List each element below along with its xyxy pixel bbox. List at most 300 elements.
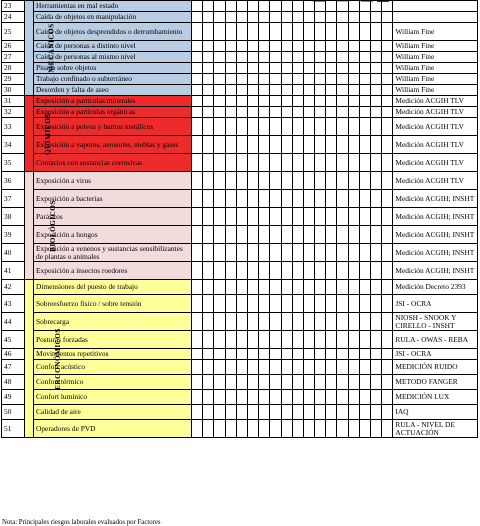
evaluation-cell xyxy=(326,154,337,172)
evaluation-cell xyxy=(270,96,281,107)
evaluation-cell xyxy=(192,12,203,23)
evaluation-cell xyxy=(247,172,258,190)
evaluation-cell xyxy=(203,41,214,52)
evaluation-cell xyxy=(292,154,303,172)
evaluation-cell xyxy=(247,96,258,107)
evaluation-cell xyxy=(259,107,270,118)
evaluation-cell xyxy=(192,244,203,262)
evaluation-cell xyxy=(270,172,281,190)
evaluation-cell xyxy=(192,405,203,420)
evaluation-cell xyxy=(214,63,225,74)
table-row xyxy=(2,85,478,96)
evaluation-cell xyxy=(337,23,348,41)
evaluation-cell xyxy=(337,41,348,52)
evaluation-cell xyxy=(359,190,370,208)
evaluation-cell xyxy=(371,107,382,118)
evaluation-cell xyxy=(371,1,382,12)
risk-description: Calidad de aire xyxy=(34,405,192,420)
evaluation-method: Medición ACGIH TLV xyxy=(393,118,478,136)
evaluation-cell xyxy=(315,52,326,63)
evaluation-cell xyxy=(315,349,326,360)
evaluation-cell xyxy=(236,154,247,172)
evaluation-cell xyxy=(315,226,326,244)
evaluation-cell xyxy=(303,331,314,349)
evaluation-cell xyxy=(348,420,359,438)
evaluation-cell xyxy=(382,313,393,331)
evaluation-cell xyxy=(236,349,247,360)
evaluation-cell xyxy=(214,420,225,438)
evaluation-cell xyxy=(326,313,337,331)
evaluation-cell xyxy=(247,136,258,154)
evaluation-cell xyxy=(259,295,270,313)
evaluation-cell xyxy=(337,420,348,438)
evaluation-cell xyxy=(203,136,214,154)
table-row xyxy=(2,74,478,85)
evaluation-cell xyxy=(236,405,247,420)
evaluation-method: William Fine xyxy=(393,52,478,63)
evaluation-cell xyxy=(315,12,326,23)
evaluation-cell xyxy=(270,331,281,349)
evaluation-cell xyxy=(303,280,314,295)
evaluation-cell xyxy=(326,280,337,295)
evaluation-cell xyxy=(281,136,292,154)
evaluation-cell xyxy=(337,331,348,349)
evaluation-cell xyxy=(382,244,393,262)
evaluation-cell xyxy=(225,12,236,23)
evaluation-cell xyxy=(337,390,348,405)
risk-description: Operadores de PVD xyxy=(34,420,192,438)
evaluation-cell xyxy=(292,295,303,313)
evaluation-cell xyxy=(326,360,337,375)
evaluation-cell xyxy=(371,360,382,375)
evaluation-cell xyxy=(203,280,214,295)
evaluation-cell xyxy=(236,420,247,438)
evaluation-cell xyxy=(292,331,303,349)
evaluation-cell xyxy=(337,208,348,226)
evaluation-cell xyxy=(270,280,281,295)
evaluation-cell xyxy=(247,360,258,375)
evaluation-cell xyxy=(371,96,382,107)
evaluation-cell xyxy=(348,96,359,107)
evaluation-cell xyxy=(247,375,258,390)
evaluation-cell xyxy=(192,23,203,41)
evaluation-cell xyxy=(382,118,393,136)
evaluation-cell xyxy=(359,420,370,438)
evaluation-cell xyxy=(348,118,359,136)
evaluation-cell xyxy=(259,96,270,107)
evaluation-cell xyxy=(292,405,303,420)
evaluation-cell xyxy=(281,208,292,226)
evaluation-cell xyxy=(270,63,281,74)
evaluation-cell xyxy=(236,23,247,41)
evaluation-cell xyxy=(281,154,292,172)
evaluation-cell xyxy=(236,63,247,74)
evaluation-cell xyxy=(348,226,359,244)
evaluation-cell xyxy=(315,107,326,118)
evaluation-cell xyxy=(192,226,203,244)
evaluation-cell xyxy=(270,405,281,420)
evaluation-cell xyxy=(359,226,370,244)
evaluation-cell xyxy=(281,172,292,190)
risk-description: Exposición a partículas minerales xyxy=(34,96,192,107)
evaluation-cell xyxy=(337,118,348,136)
evaluation-cell xyxy=(292,226,303,244)
evaluation-cell xyxy=(247,107,258,118)
evaluation-cell xyxy=(303,136,314,154)
evaluation-cell xyxy=(281,420,292,438)
evaluation-cell xyxy=(192,136,203,154)
risk-description: Dimensiones del puesto de trabajo xyxy=(34,280,192,295)
evaluation-cell xyxy=(214,23,225,41)
evaluation-cell xyxy=(371,420,382,438)
evaluation-cell xyxy=(247,280,258,295)
risk-description: Caída de objetos desprendidos o derrumbamiento xyxy=(34,23,192,41)
evaluation-cell xyxy=(371,226,382,244)
evaluation-cell xyxy=(214,349,225,360)
row-number: 38 xyxy=(2,208,25,226)
evaluation-cell xyxy=(214,74,225,85)
evaluation-method xyxy=(393,1,478,12)
evaluation-cell xyxy=(247,208,258,226)
evaluation-cell xyxy=(192,63,203,74)
evaluation-cell xyxy=(247,41,258,52)
risk-description: Exposición a hongos xyxy=(34,226,192,244)
evaluation-cell xyxy=(270,136,281,154)
evaluation-cell xyxy=(382,41,393,52)
evaluation-cell xyxy=(247,349,258,360)
evaluation-cell xyxy=(203,405,214,420)
risk-description: Exposición a polvos y humos metálicos xyxy=(34,118,192,136)
evaluation-cell xyxy=(348,85,359,96)
evaluation-cell xyxy=(192,295,203,313)
evaluation-cell xyxy=(337,12,348,23)
evaluation-cell xyxy=(247,244,258,262)
evaluation-cell xyxy=(326,420,337,438)
evaluation-cell xyxy=(303,190,314,208)
evaluation-method: Medición ACGIH TLV xyxy=(393,107,478,118)
evaluation-cell xyxy=(359,96,370,107)
evaluation-cell xyxy=(247,85,258,96)
evaluation-cell xyxy=(326,118,337,136)
evaluation-cell xyxy=(348,331,359,349)
evaluation-cell xyxy=(236,172,247,190)
evaluation-cell xyxy=(315,74,326,85)
evaluation-cell xyxy=(359,208,370,226)
evaluation-cell xyxy=(247,52,258,63)
evaluation-cell xyxy=(225,63,236,74)
evaluation-cell xyxy=(382,262,393,280)
table-row xyxy=(2,295,478,313)
evaluation-cell xyxy=(292,313,303,331)
category-quimicos xyxy=(25,96,52,172)
evaluation-cell xyxy=(326,295,337,313)
evaluation-cell xyxy=(303,420,314,438)
evaluation-cell xyxy=(247,295,258,313)
evaluation-cell xyxy=(303,405,314,420)
table-row xyxy=(2,190,478,208)
evaluation-cell xyxy=(371,244,382,262)
evaluation-method: Medición ACGIH TLV xyxy=(393,172,478,190)
evaluation-cell xyxy=(371,63,382,74)
evaluation-cell xyxy=(281,52,292,63)
row-number: 41 xyxy=(2,262,25,280)
row-number: 31 xyxy=(2,96,25,107)
evaluation-cell xyxy=(236,208,247,226)
evaluation-cell xyxy=(359,154,370,172)
evaluation-cell xyxy=(371,74,382,85)
evaluation-cell xyxy=(359,172,370,190)
evaluation-cell xyxy=(236,190,247,208)
evaluation-cell xyxy=(348,190,359,208)
table-row xyxy=(2,23,478,41)
evaluation-cell xyxy=(292,74,303,85)
evaluation-cell xyxy=(382,405,393,420)
table-row xyxy=(2,172,478,190)
evaluation-cell xyxy=(281,295,292,313)
evaluation-method: William Fine xyxy=(393,23,478,41)
evaluation-cell xyxy=(214,313,225,331)
evaluation-cell xyxy=(214,41,225,52)
evaluation-cell xyxy=(303,107,314,118)
evaluation-cell xyxy=(203,349,214,360)
evaluation-cell xyxy=(348,41,359,52)
evaluation-cell xyxy=(348,390,359,405)
evaluation-cell xyxy=(359,349,370,360)
evaluation-cell xyxy=(225,420,236,438)
row-number: 40 xyxy=(2,244,25,262)
evaluation-cell xyxy=(371,295,382,313)
evaluation-cell xyxy=(371,280,382,295)
evaluation-cell xyxy=(225,118,236,136)
evaluation-cell xyxy=(214,331,225,349)
row-number: 48 xyxy=(2,375,25,390)
evaluation-cell xyxy=(214,280,225,295)
evaluation-cell xyxy=(225,280,236,295)
evaluation-cell xyxy=(236,85,247,96)
row-number: 28 xyxy=(2,63,25,74)
evaluation-cell xyxy=(337,74,348,85)
evaluation-cell xyxy=(315,154,326,172)
evaluation-cell xyxy=(259,280,270,295)
evaluation-cell xyxy=(192,349,203,360)
evaluation-cell xyxy=(359,23,370,41)
evaluation-cell xyxy=(326,226,337,244)
evaluation-cell xyxy=(247,405,258,420)
evaluation-cell xyxy=(303,12,314,23)
row-number: 51 xyxy=(2,420,25,438)
evaluation-cell xyxy=(259,375,270,390)
table-row xyxy=(2,262,478,280)
evaluation-cell xyxy=(303,41,314,52)
risk-description: Caída de personas al mismo nivel xyxy=(34,52,192,63)
evaluation-cell xyxy=(348,107,359,118)
evaluation-method xyxy=(393,12,478,23)
evaluation-cell xyxy=(303,74,314,85)
evaluation-cell xyxy=(259,1,270,12)
evaluation-method: NIOSH - SNOOK Y CIRELLO - INSHT xyxy=(393,313,478,331)
evaluation-cell xyxy=(281,375,292,390)
evaluation-cell xyxy=(281,63,292,74)
evaluation-method: William Fine xyxy=(393,63,478,74)
evaluation-method: METODO FANGER xyxy=(393,375,478,390)
evaluation-method: MEDICIÓN LUX xyxy=(393,390,478,405)
evaluation-cell xyxy=(214,172,225,190)
evaluation-cell xyxy=(315,313,326,331)
evaluation-cell xyxy=(292,190,303,208)
row-number: 50 xyxy=(2,405,25,420)
evaluation-cell xyxy=(303,208,314,226)
risk-description: Pisada sobre objetos xyxy=(34,63,192,74)
evaluation-cell xyxy=(247,226,258,244)
evaluation-cell xyxy=(281,1,292,12)
evaluation-cell xyxy=(326,107,337,118)
evaluation-cell xyxy=(382,390,393,405)
evaluation-cell xyxy=(315,331,326,349)
evaluation-cell xyxy=(259,208,270,226)
evaluation-cell xyxy=(270,118,281,136)
evaluation-cell xyxy=(270,244,281,262)
evaluation-method: William Fine xyxy=(393,85,478,96)
evaluation-cell xyxy=(326,85,337,96)
evaluation-cell xyxy=(382,12,393,23)
evaluation-cell xyxy=(214,85,225,96)
evaluation-cell xyxy=(281,313,292,331)
evaluation-cell xyxy=(225,136,236,154)
evaluation-method: Medición ACGIH TLV xyxy=(393,96,478,107)
evaluation-cell xyxy=(236,313,247,331)
evaluation-cell xyxy=(359,85,370,96)
evaluation-cell xyxy=(247,118,258,136)
evaluation-cell xyxy=(192,331,203,349)
evaluation-cell xyxy=(259,420,270,438)
evaluation-cell xyxy=(348,295,359,313)
evaluation-cell xyxy=(292,420,303,438)
table-row xyxy=(2,107,478,118)
evaluation-cell xyxy=(337,85,348,96)
evaluation-cell xyxy=(259,136,270,154)
evaluation-cell xyxy=(303,63,314,74)
evaluation-method: Medición Decreto 2393 xyxy=(393,280,478,295)
evaluation-cell xyxy=(315,1,326,12)
evaluation-cell xyxy=(192,360,203,375)
evaluation-cell xyxy=(259,85,270,96)
evaluation-cell xyxy=(315,295,326,313)
evaluation-cell xyxy=(315,23,326,41)
evaluation-cell xyxy=(214,226,225,244)
table-row xyxy=(2,375,478,390)
evaluation-cell xyxy=(192,85,203,96)
row-number: 30 xyxy=(2,85,25,96)
evaluation-cell xyxy=(348,23,359,41)
evaluation-method: JSI - OCRA xyxy=(393,295,478,313)
evaluation-cell xyxy=(382,295,393,313)
evaluation-cell xyxy=(292,52,303,63)
evaluation-cell xyxy=(270,74,281,85)
evaluation-cell xyxy=(259,349,270,360)
evaluation-cell xyxy=(270,375,281,390)
risk-description: Trabajo confinado o subterráneo xyxy=(34,74,192,85)
risk-description: Parásitos xyxy=(34,208,192,226)
evaluation-cell xyxy=(326,74,337,85)
evaluation-method: Medición ACGIH; INSHT xyxy=(393,226,478,244)
evaluation-method: RULA - OWAS - REBA xyxy=(393,331,478,349)
evaluation-cell xyxy=(203,52,214,63)
table-row xyxy=(2,136,478,154)
evaluation-cell xyxy=(259,190,270,208)
evaluation-cell xyxy=(247,190,258,208)
evaluation-cell xyxy=(192,420,203,438)
evaluation-cell xyxy=(371,12,382,23)
evaluation-cell xyxy=(371,41,382,52)
evaluation-cell xyxy=(326,244,337,262)
evaluation-cell xyxy=(270,295,281,313)
evaluation-cell xyxy=(371,208,382,226)
category-label: ERGONÓMICOS xyxy=(53,327,62,390)
evaluation-cell xyxy=(315,244,326,262)
evaluation-cell xyxy=(348,208,359,226)
evaluation-cell xyxy=(348,313,359,331)
evaluation-cell xyxy=(326,23,337,41)
table-row xyxy=(2,313,478,331)
evaluation-cell xyxy=(225,262,236,280)
evaluation-cell xyxy=(315,262,326,280)
evaluation-cell xyxy=(270,85,281,96)
evaluation-cell xyxy=(259,74,270,85)
evaluation-cell xyxy=(315,375,326,390)
evaluation-cell xyxy=(382,172,393,190)
evaluation-cell xyxy=(203,118,214,136)
risk-description: Exposición a vapores, aerosoles, nieblas y gases xyxy=(34,136,192,154)
evaluation-cell xyxy=(337,96,348,107)
evaluation-cell xyxy=(337,107,348,118)
evaluation-method: RULA - NIVEL DE ACTUACIÓN xyxy=(393,420,478,438)
evaluation-cell xyxy=(326,136,337,154)
evaluation-cell xyxy=(225,375,236,390)
evaluation-method: William Fine xyxy=(393,74,478,85)
evaluation-cell xyxy=(382,74,393,85)
evaluation-method: Medición ACGIH; INSHT xyxy=(393,244,478,262)
evaluation-cell xyxy=(359,118,370,136)
evaluation-cell xyxy=(259,390,270,405)
evaluation-cell xyxy=(337,262,348,280)
risk-description: Posturas forzadas xyxy=(34,331,192,349)
row-number: 32 xyxy=(2,107,25,118)
evaluation-cell xyxy=(315,96,326,107)
evaluation-cell xyxy=(303,349,314,360)
evaluation-cell xyxy=(281,41,292,52)
evaluation-cell xyxy=(359,107,370,118)
evaluation-cell xyxy=(315,85,326,96)
risk-description: Confort acústico xyxy=(34,360,192,375)
evaluation-cell xyxy=(326,63,337,74)
evaluation-method: IAQ xyxy=(393,405,478,420)
evaluation-cell xyxy=(203,96,214,107)
evaluation-cell xyxy=(348,349,359,360)
evaluation-cell xyxy=(292,85,303,96)
evaluation-cell xyxy=(281,349,292,360)
evaluation-cell xyxy=(281,405,292,420)
evaluation-cell xyxy=(236,1,247,12)
evaluation-cell xyxy=(225,313,236,331)
evaluation-cell xyxy=(337,244,348,262)
evaluation-cell xyxy=(236,295,247,313)
evaluation-cell xyxy=(270,154,281,172)
evaluation-cell xyxy=(315,172,326,190)
evaluation-cell xyxy=(236,244,247,262)
evaluation-cell xyxy=(270,360,281,375)
evaluation-cell xyxy=(326,172,337,190)
evaluation-cell xyxy=(203,226,214,244)
